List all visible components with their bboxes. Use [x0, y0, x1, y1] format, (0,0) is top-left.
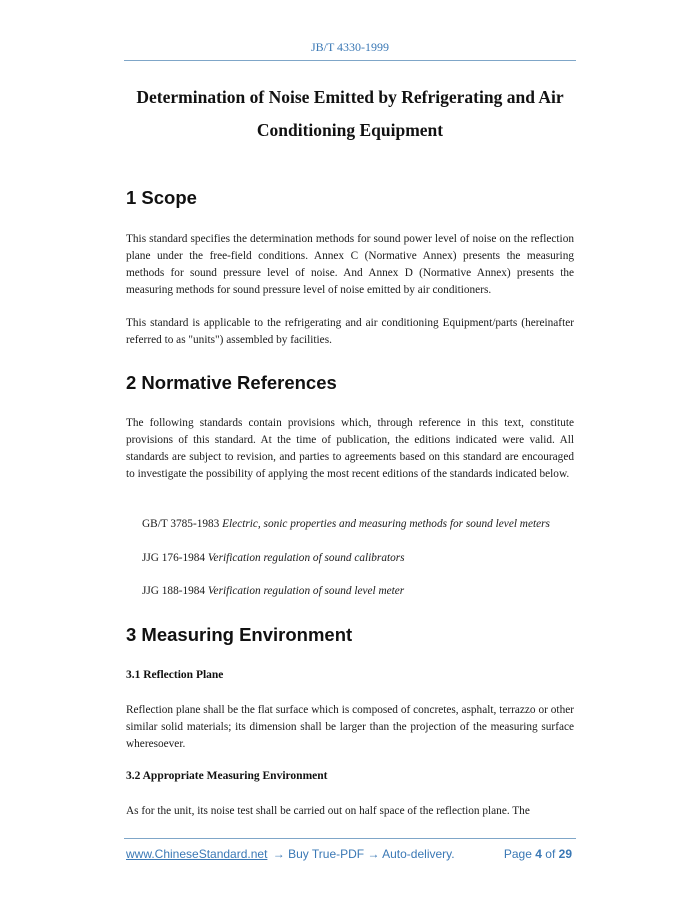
page-word: Page [503, 847, 532, 861]
of-word: of [545, 847, 556, 861]
reference-title: Electric, sonic properties and measuring methods for sound level meters [222, 518, 550, 530]
reference-item [142, 585, 404, 597]
heading-normative-references: 2 Normative References [126, 372, 337, 393]
subheading-reflection-plane: 3.1 Reflection Plane [126, 669, 224, 681]
page-current: 4 [535, 847, 542, 861]
running-header [124, 0, 576, 61]
appropriate-environment-paragraph: As for the unit, its noise test shall be carried out on half space of the reflection plane. The [126, 805, 530, 817]
normative-paragraph-1: The following standards contain provisions which, through reference in this text, constitute provisions of this standard. At the time of publication, the editions indicated were valid. All standards are subject to revision, and parties to agreements based on this standard are encouraged to investigate the possibility of applying the most recent editions of the standards indicated below. [126, 417, 574, 480]
page-footer [126, 847, 572, 865]
document-title-line-1: Determination of Noise Emitted by Refrigerating and Air [136, 87, 564, 107]
scope-paragraph-2: This standard is applicable to the refrigerating and air conditioning Equipment/parts (hereinafter referred to as "units") assembled by facilities. [126, 317, 574, 346]
heading-scope: 1 Scope [126, 187, 197, 208]
reference-code: GB/T 3785-1983 [142, 518, 220, 530]
reference-code: JJG 188-1984 [142, 585, 206, 597]
reference-code: JJG 176-1984 [142, 552, 206, 564]
page-total: 29 [558, 847, 572, 861]
footer-divider [124, 838, 576, 839]
buy-pdf-text: → Buy True-PDF → Auto-delivery. [272, 847, 455, 861]
document-title-line-2: Conditioning Equipment [256, 120, 444, 140]
scope-paragraph-1: This standard specifies the determination methods for sound power level of noise on the reflection plane under the free-field conditions. Annex C (Normative Annex) presents the measuring methods for sound pressure level of noise. And Annex D (Normative Annex) presents the measuring methods for sound pressure level of noise emitted by air conditioners. [126, 233, 574, 296]
reference-title: Verification regulation of sound calibrators [207, 552, 405, 564]
reference-item [142, 518, 550, 530]
site-link[interactable]: www.ChineseStandard.net [126, 847, 268, 861]
reference-title: Verification regulation of sound level meter [207, 585, 405, 597]
page-indicator [504, 847, 572, 861]
reference-item [142, 552, 405, 564]
heading-measuring-environment: 3 Measuring Environment [126, 624, 353, 645]
reflection-plane-paragraph: Reflection plane shall be the flat surface which is composed of concretes, asphalt, terrazzo or other similar solid materials; its dimension shall be larger than the projection of the measuring surface wheresoever. [126, 704, 574, 750]
header-doc-code: JB/T 4330-1999 [310, 40, 390, 54]
subheading-appropriate-environment: 3.2 Appropriate Measuring Environment [126, 770, 328, 782]
